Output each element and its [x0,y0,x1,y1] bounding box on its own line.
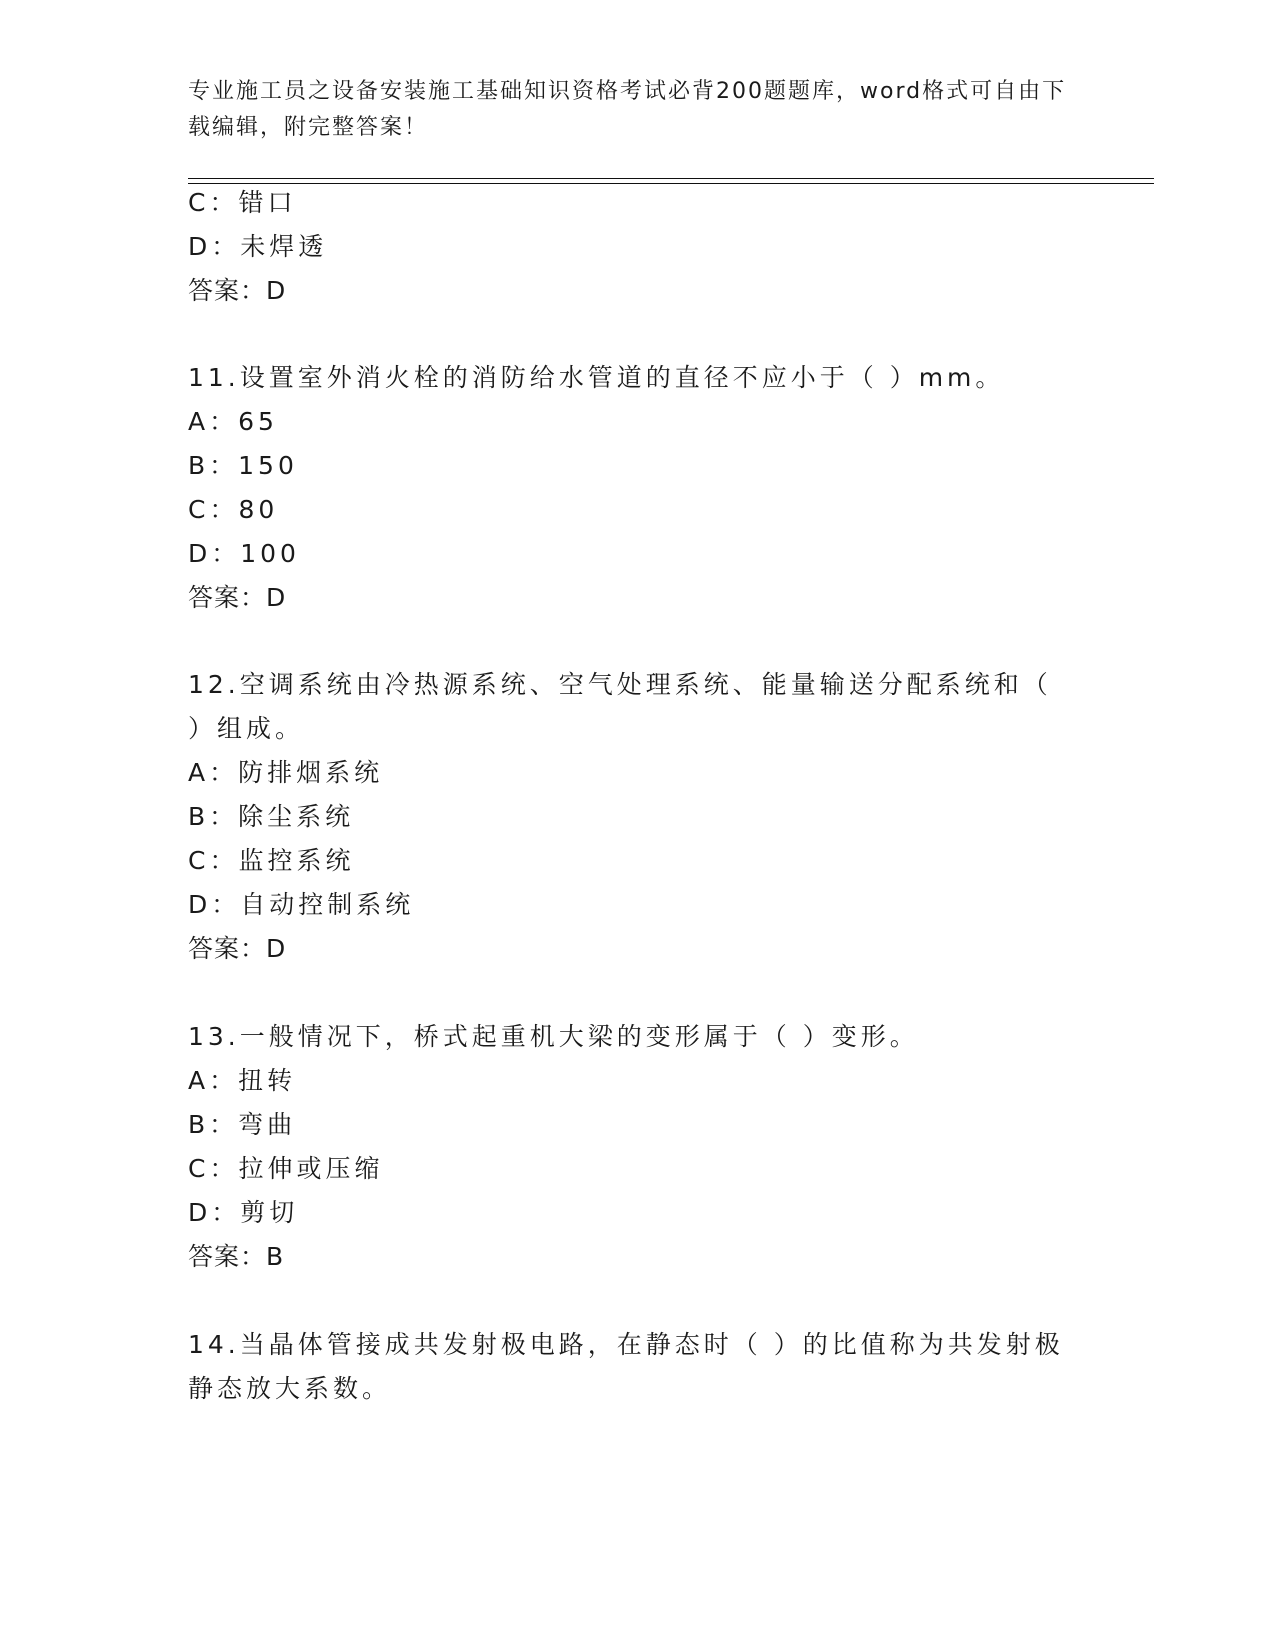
question-stem: 14.当晶体管接成共发射极电路，在静态时（ ）的比值称为共发射极 [188,1330,1064,1359]
option-line: C：监控系统 [188,846,355,875]
option-line: D：剪切 [188,1198,299,1227]
header-text: 专业施工员之设备安装施工基础知识资格考试必背200题题库，word格式可自由下载编辑，附完整答案！ [188,79,1067,140]
option-line: C：80 [188,495,279,524]
option-line: C：拉伸或压缩 [188,1154,384,1183]
option-line: B：150 [188,451,298,480]
option-line: D：未焊透 [188,232,328,261]
option-line: A：65 [188,407,278,436]
option-line: B：弯曲 [188,1110,297,1139]
option-line: B：除尘系统 [188,802,355,831]
question-stem: 12.空调系统由冷热源系统、空气处理系统、能量输送分配系统和（ [188,670,1052,699]
answer-line: 答案：D [188,276,287,305]
option-line: C：错口 [188,188,297,217]
header-divider-bottom [188,183,1154,184]
option-line: A：扭转 [188,1066,297,1095]
document-header [188,74,1068,146]
question-stem-continued: 静态放大系数。 [188,1374,392,1403]
question-stem: 13.一般情况下，桥式起重机大梁的变形属于（ ）变形。 [188,1022,919,1051]
answer-line: 答案：D [188,583,287,612]
question-stem-continued: ）组成。 [188,714,305,743]
option-line: D：自动控制系统 [188,890,415,919]
question-stem: 11.设置室外消火栓的消防给水管道的直径不应小于（ ）mm。 [188,363,1005,392]
header-divider-top [188,178,1154,179]
answer-line: 答案：D [188,934,287,963]
option-line: A：防排烟系统 [188,758,384,787]
answer-line: 答案：B [188,1242,285,1271]
option-line: D：100 [188,539,300,568]
